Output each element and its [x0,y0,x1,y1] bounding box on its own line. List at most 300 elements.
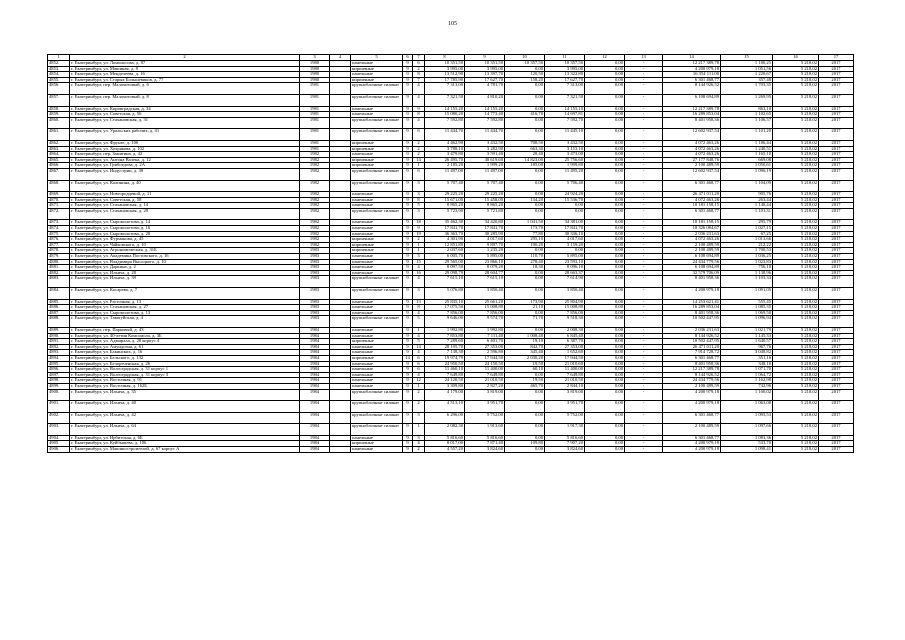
table-cell: 0,00 [505,276,545,288]
table-cell: 1983 [300,310,330,316]
table-cell: 8 097,50 [425,265,465,271]
table-cell: 2017 [819,276,854,288]
table-cell: 11 460,10 [425,367,465,373]
table-cell: 1 [413,327,425,333]
table-row [48,424,854,436]
table-cell: 1 085,35 [721,305,773,311]
table-cell: 2017 [819,226,854,232]
table-cell: 2017 [819,361,854,367]
table-cell: 0,00 [585,146,625,152]
table-cell: 4905. [48,441,70,447]
table-cell: 3 479,80 [425,152,465,158]
table-cell: 2017 [819,378,854,384]
table-cell: 0,00 [545,248,585,254]
table-cell: 4 017,60 [465,237,505,243]
table-cell: - [625,254,663,260]
table-cell: 4 [413,83,425,95]
table-cell: 3 824,60 [465,447,505,453]
table-cell: 1984 [300,401,330,413]
table-cell: 2 [413,66,425,72]
table-row [48,83,854,95]
table-cell: 0,00 [505,168,545,180]
table-cell: - [625,231,663,237]
table-cell: 12 602 937,54 [663,129,721,141]
table-cell: 1982 [300,152,330,158]
table-cell: 2 037,60 [425,248,465,254]
table-cell: 0,00 [585,140,625,146]
table-cell: 4897. [48,372,70,378]
table-cell: 1 186,44 [721,140,773,146]
table-cell: 71,70 [505,316,545,328]
table-cell: 1 101,20 [721,129,773,141]
table-cell: 15 008,80 [465,305,505,311]
table-cell: 8 865,20 [465,203,505,209]
table-cell: 4888. [48,316,70,328]
table-cell: - [625,168,663,180]
table-cell: 2017 [819,117,854,129]
table-cell: 2017 [819,197,854,203]
table-cell: 1 027,15 [721,226,773,232]
table-cell: 742,96 [721,383,773,389]
table-cell: 4857. [48,94,70,106]
table-cell: 29 565,00 [425,259,465,265]
table-cell: - [625,401,663,413]
table-cell: 0,00 [505,117,545,129]
table-cell: 12 602 937,54 [663,168,721,180]
table-cell: 1 703,35 [721,83,773,95]
table-cell: 173,70 [505,226,545,232]
table-cell: 3 048,82 [721,350,773,356]
housing-registry-table [47,54,854,453]
table-cell: 3 591,40 [465,152,505,158]
table-cell: крупноблочные силикат [351,389,403,401]
table-cell: 0,00 [505,83,545,95]
table-cell: 0,00 [585,157,625,163]
table-cell: 4896. [48,367,70,373]
table-cell: 9 [403,310,413,316]
table-cell: 1982 [300,203,330,209]
table-cell: - [625,424,663,436]
table-cell: 2 100 489,59 [663,248,721,254]
table-cell: г. Екатеринбург, ул. Стахановская, д. 20 [70,208,300,220]
table-cell: 1982 [300,237,330,243]
table-cell: - [625,192,663,198]
table-cell: 0,00 [585,316,625,328]
table-cell: 2 827,20 [465,383,505,389]
table-cell: 4 072 463,26 [663,152,721,158]
table-cell: 5 218,02 [773,231,819,237]
table-cell: 1 999,20 [465,163,505,169]
table-cell: 4 [413,310,425,316]
table-cell: 0,00 [505,372,545,378]
table-cell: - [625,248,663,254]
table-cell: 1981 [300,129,330,141]
table-cell: крупноблочные силикат [351,129,403,141]
table-cell: 17 785,90 [425,77,465,83]
table-cell: г. Екатеринбург, ул. Сыромолотова, д. 16 [70,226,300,232]
table-cell: 0,00 [585,424,625,436]
table-cell: 4872. [48,208,70,220]
table-cell: 2017 [819,129,854,141]
table-cell: 4 [413,276,425,288]
table-cell: 0,00 [585,412,625,424]
table-cell: 1 [413,424,425,436]
table-cell [330,129,351,141]
table-cell: - [625,378,663,384]
table-cell: г. Екатеринбург, ул. Ломоносова, д. 87 [70,61,300,67]
table-cell: 3 [413,288,425,300]
table-cell: 19,50 [505,361,545,367]
table-cell: 5 218,02 [773,61,819,67]
table-cell: 1982 [300,220,330,226]
table-cell: 1984 [300,333,330,339]
table-cell: 173,90 [505,299,545,305]
table-cell: 4855. [48,77,70,83]
table-cell: 2 036 231,63 [663,327,721,333]
table-cell: 1982 [300,168,330,180]
table-cell: 1 096,19 [721,168,773,180]
table-cell: г. Екатеринбург, ул. Таватуйская, д. 4 [70,316,300,328]
table-cell: 0,00 [545,203,585,209]
table-cell: 4873. [48,220,70,226]
table-cell: 0,00 [585,305,625,311]
table-cell: 1982 [300,231,330,237]
table-cell: 7 138,30 [425,350,465,356]
table-cell: панельные [351,299,403,305]
table-cell: 1 269,95 [721,94,773,106]
table-cell: 9 646,00 [425,316,465,328]
table-cell: 0,00 [585,344,625,350]
table-cell: 663,30 [505,146,545,152]
table-cell: 25 756,60 [545,157,585,163]
column-number: 15 [721,55,773,61]
table-cell: 1983 [300,248,330,254]
table-cell: 7 615,10 [425,276,465,288]
table-cell: 0,00 [585,259,625,265]
table-cell: 9 [403,192,413,198]
table-cell: 11 400,00 [465,367,505,373]
table-cell: 8 144 926,52 [663,83,721,95]
table-cell: г. Екатеринбург, ул. Академика Постовского, д. 16 [70,254,300,260]
table-cell: 8 401 958,36 [663,276,721,288]
table-cell: - [625,383,663,389]
table-cell: 9 [403,83,413,95]
table-cell: 3 432,50 [465,140,505,146]
table-cell: - [625,117,663,129]
table-cell: 26 471 011,20 [663,192,721,198]
table-cell: 0,00 [585,299,625,305]
table-cell: - [625,372,663,378]
table-cell: 9 [403,447,413,453]
table-cell: 3 951,70 [545,401,585,413]
table-cell [330,288,351,300]
table-cell: 15 080,20 [425,112,465,118]
table-cell: 8 [413,112,425,118]
table-cell: 8 [413,305,425,311]
table-cell: 0,00 [585,237,625,243]
table-cell: 2017 [819,265,854,271]
table-cell: 5 218,02 [773,180,819,192]
table-cell: 6 108 694,89 [663,94,721,106]
table-cell: 1984 [300,383,330,389]
table-cell: 5 218,02 [773,355,819,361]
table-row [48,208,854,220]
table-cell: панельные [351,220,403,226]
table-cell: 14 253 621,41 [663,299,721,305]
table-cell: 4 017,60 [545,237,585,243]
table-cell: панельные [351,310,403,316]
table-cell: - [625,350,663,356]
table-cell: 1984 [300,355,330,361]
table-cell: 4860. [48,117,70,129]
table-cell: 8 017,00 [425,441,465,447]
table-cell: 1 992,80 [465,327,505,333]
table-cell: 7 856,00 [465,310,505,316]
table-cell [330,276,351,288]
table-cell: 11 444,70 [425,129,465,141]
table-cell: 4891. [48,339,70,345]
table-cell: панельные [351,106,403,112]
table-cell: 9 [403,265,413,271]
table-cell: - [625,435,663,441]
table-cell: 4879. [48,254,70,260]
table-cell: 6 108 694,89 [663,265,721,271]
table-cell: 10 357,50 [505,61,545,67]
table-cell: 4898. [48,378,70,384]
table-cell: 1 913,60 [465,424,505,436]
table-cell: 0,00 [505,106,545,112]
table-cell: панельные [351,435,403,441]
table-cell: 9 [403,117,413,129]
table-cell: - [625,157,663,163]
table-cell: 1983 [300,270,330,276]
table-cell: 0,00 [585,83,625,95]
table-cell: крупноблочные силикат [351,276,403,288]
table-cell: 9 [403,288,413,300]
table-cell: панельные [351,383,403,389]
table-cell: панельные [351,367,403,373]
table-cell: 3 788,10 [425,146,465,152]
table-cell: 4856. [48,83,70,95]
table-cell: 5 723,90 [425,208,465,220]
table-cell: 5 218,02 [773,327,819,333]
table-cell: 5 [413,203,425,209]
table-cell: 6 401,70 [465,339,505,345]
table-cell: г. Екатеринбург, пер. Малахитовый, д. 8 [70,94,300,106]
table-cell: 26 471 011,20 [663,344,721,350]
table-cell: 1 069,50 [721,310,773,316]
table-cell: - [625,361,663,367]
table-cell: 0,00 [505,288,545,300]
table-cell: 10 351,50 [465,61,505,67]
table-cell: 4894. [48,355,70,361]
table-cell: г. Екатеринбург, ул. Восточная, д. 91 [70,378,300,384]
table-cell: 24 924,20 [545,192,585,198]
table-cell: 1 098,41 [721,447,773,453]
table-cell: 5 076,80 [425,288,465,300]
table-cell: 3 159,20 [545,242,585,248]
table-cell: 669,08 [721,157,773,163]
table-cell: 7 592,80 [465,117,505,129]
table-cell: 5 218,02 [773,197,819,203]
table-cell: 4887. [48,310,70,316]
table-cell: 1 652,60 [545,350,585,356]
table-cell: 17 627,70 [465,77,505,83]
table-cell: 11 497,00 [465,168,505,180]
table-cell: 3 951,70 [465,401,505,413]
table-cell: 2017 [819,344,854,350]
table-cell: 3 309,80 [425,383,465,389]
table-cell: г. Екатеринбург, ул. Бакинских, д. 16 [70,350,300,356]
table-cell: г. Екатеринбург, ул. Стахановская, д. 31 [70,117,300,129]
table-cell: - [625,180,663,192]
table-cell: 5 816,60 [545,435,585,441]
table-cell: 15 458,00 [465,197,505,203]
table-cell: 5 218,02 [773,94,819,106]
table-cell: г. Екатеринбург, ул. Советская, д. 58 [70,197,300,203]
table-cell: кирпичные [351,237,403,243]
table-cell: 5 218,02 [773,203,819,209]
table-cell: 2017 [819,355,854,361]
column-number: 9 [465,55,505,61]
table-cell: 4869. [48,192,70,198]
table-cell: 3 850,40 [465,288,505,300]
table-cell: 5 218,02 [773,378,819,384]
table-cell: 9 897,70 [465,242,505,248]
table-cell: 0,00 [585,208,625,220]
table-cell: 0,00 [505,424,545,436]
table-cell: 2017 [819,350,854,356]
table-cell: 1 162,98 [721,378,773,384]
table-cell: крупноблочные силикат [351,401,403,413]
table-cell: 2017 [819,339,854,345]
table-cell: 967,76 [721,344,773,350]
table-cell: 21 010,50 [545,378,585,384]
table-cell: 60,10 [505,367,545,373]
table-cell: г. Екатеринбург, ул. Владимира Высоцкого, д. 10 [70,259,300,265]
table-cell: кирпичные [351,77,403,83]
table-cell: 4884. [48,288,70,300]
table-cell: 1 101,31 [721,208,773,220]
table-cell: 0,00 [585,197,625,203]
table-cell: 6 108 694,89 [663,254,721,260]
table-cell: 2017 [819,435,854,441]
table-cell: г. Екатеринбург, ул. Грибоедова, д. 2А [70,163,300,169]
table-cell: 1 106,57 [721,117,773,129]
table-cell: 8 401 958,36 [663,117,721,129]
table-cell: 7 [413,77,425,83]
table-cell: 2 030,20 [505,355,545,361]
table-cell: 4 200 979,18 [663,288,721,300]
table-cell: кирпичные [351,248,403,254]
table-cell: крупноблочные силикат [351,316,403,328]
table-cell [330,424,351,436]
table-cell: 0,00 [585,112,625,118]
table-cell: 1983 [300,299,330,305]
table-cell: 1 999,80 [545,163,585,169]
table-cell: 15 671,00 [425,197,465,203]
table-cell: 2017 [819,259,854,265]
table-cell: 4 [413,441,425,447]
table-cell: 9 [403,327,413,333]
table-cell: 1984 [300,344,330,350]
table-cell: 36 363,70 [425,231,465,237]
table-cell: 2017 [819,106,854,112]
table-cell: 9 [403,401,413,413]
table-cell: 1984 [300,378,330,384]
table-cell: 0,00 [585,441,625,447]
table-cell: 5 706,40 [545,180,585,192]
table-cell: 2017 [819,94,854,106]
table-cell: 2017 [819,157,854,163]
table-cell: 17 075,50 [425,305,465,311]
table-cell: 2017 [819,367,854,373]
table-cell: 1983 [300,254,330,260]
table-cell: 134,20 [505,197,545,203]
table-cell: 2017 [819,327,854,333]
table-cell: г. Екатеринбург, ул. Ильича, д. 64 [70,424,300,436]
table-cell: 1984 [300,327,330,333]
table-cell: 0,00 [585,106,625,112]
table-cell: 12 217 389,78 [663,367,721,373]
table-cell: 1981 [300,106,330,112]
table-cell: 2017 [819,299,854,305]
table-cell: 29 225,20 [425,192,465,198]
table-cell: 2 185,20 [425,163,465,169]
table-cell: - [625,327,663,333]
table-cell: 0,00 [585,77,625,83]
table-row [48,401,854,413]
table-cell: 4880. [48,259,70,265]
table-cell [330,401,351,413]
table-cell: 1982 [300,157,330,163]
table-cell: г. Екатеринбург, ул. Фрунзе, д. 100 [70,140,300,146]
table-cell: 9 [403,237,413,243]
table-cell: 4906. [48,447,70,453]
table-cell: 2 008,30 [545,327,585,333]
table-cell: панельные [351,61,403,67]
table-cell: г. Екатеринбург, ул. Стахановская, д. 27 [70,305,300,311]
table-cell: 2017 [819,270,854,276]
table-cell: панельные [351,226,403,232]
table-cell: 2017 [819,152,854,158]
table-cell: 7 871,40 [465,441,505,447]
table-cell: 5 218,02 [773,333,819,339]
table-cell: 0,00 [585,383,625,389]
table-cell: 5 721,80 [465,208,505,220]
table-cell: 9 [403,152,413,158]
table-cell: 2017 [819,83,854,95]
table-cell: 1984 [300,412,330,424]
table-cell: 1982 [300,226,330,232]
table-cell: 1 700,53 [721,248,773,254]
table-cell: 5 218,02 [773,157,819,163]
table-cell: - [625,208,663,220]
table-cell: 2 100 489,59 [663,163,721,169]
table-cell: 120,50 [505,72,545,78]
table-cell: 9 [403,378,413,384]
table-cell: 16 354 111,00 [663,72,721,78]
table-cell: 12 217 389,78 [663,61,721,67]
table-cell: 6 845,40 [545,333,585,339]
table-cell: г. Екатеринбург, ул. Ильича, д. 40 [70,401,300,413]
table-cell: 9 518,30 [545,316,585,328]
table-cell: - [625,152,663,158]
table-cell: г. Екатеринбург, ул. Восточная, д. 162Б [70,383,300,389]
table-cell: крупноблочные силикат [351,168,403,180]
table-cell: 5 218,02 [773,83,819,95]
table-cell: панельные [351,254,403,260]
